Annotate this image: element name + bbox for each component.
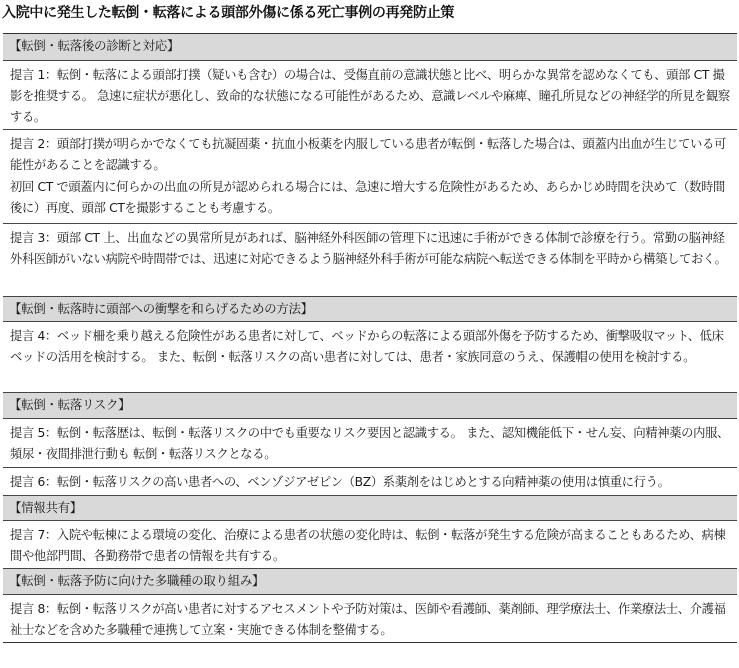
recommendation-text: 提言 8：転倒・転落リスクが高い患者に対するアセスメントや予防対策は、医師や看護師、薬剤師、理学療法士、作業療法士、介護福祉士などを含めた多職種で連携して立案・実施できる体制を整備する。 bbox=[10, 602, 726, 637]
recommendation-3 bbox=[3, 223, 737, 296]
recommendation-8 bbox=[3, 594, 737, 642]
recommendation-text: 提言 4：ベッド柵を乗り越える危険性がある患者に対して、ベッドからの転落による頭部外傷を予防するため、衝撃吸収マット、低床ベッドの活用を検討する。 また、転倒・転落リスクの高い患者に対しては、患者・家族同意のうえ、保護帽の使用を検討する。 bbox=[10, 329, 724, 364]
section-header-fall-risk: 【転倒・転落リスク】 bbox=[3, 392, 737, 418]
recommendation-text-2: 初回 CT で頭蓋内に何らかの出血の所見が認められる場合には、急速に増大する危険性があるため、あらかじめ時間を決めて（数時間後に）再度、頭部 CTを撮影することも考慮する。 bbox=[10, 180, 725, 215]
recommendation-text: 提言 7：入院や転棟による環境の変化、治療による患者の状態の変化時は、転倒・転落が発生する危険が高まることもあるため、病棟間や他部門間、各勤務帯で患者の情報を共有する。 bbox=[10, 528, 726, 563]
recommendation-text: 提言 3：頭部 CT 上、出血などの異常所見があれば、脳神経外科医師の管理下に迅速に手術ができる体制で診療を行う。常勤の脳神経外科医師がいない病院や時間帯では、迅速に対応できるよう脳神経外科手術が可能な病院へ転送できる体制を平時から構築しておく。 bbox=[10, 231, 727, 266]
recommendation-text: 提言 1：転倒・転落による頭部打撲（疑いも含む）の場合は、受傷直前の意識状態と比べ、明らかな異常を認めなくても、頭部 CT 撮影を推奨する。 急速に症状が悪化し、致命的な状態になる可能性があるため、意識レベルや麻痺、瞳孔所見などの神経学的所見を観察する。 bbox=[10, 68, 730, 124]
recommendations-table bbox=[3, 33, 737, 643]
recommendation-1 bbox=[3, 60, 737, 129]
section-header-impact-reduction: 【転倒・転落時に頭部への衝撃を和らげるための方法】 bbox=[3, 296, 737, 321]
section-header-multidisciplinary: 【転倒・転落予防に向けた多職種の取り組み】 bbox=[3, 568, 737, 594]
recommendation-text: 提言 5：転倒・転落歴は、転倒・転落リスクの中でも重要なリスク要因と認識する。 また、認知機能低下・せん妄、向精神薬の内服、頻尿・夜間排泄行動も 転倒・転落リスクとなる。 bbox=[10, 426, 729, 461]
section-header-information-sharing: 【情報共有】 bbox=[3, 495, 737, 520]
page-title: 入院中に発生した転倒・転落による頭部外傷に係る死亡事例の再発防止策 bbox=[2, 5, 455, 21]
recommendation-text: 提言 6：転倒・転落リスクの高い患者への、ベンゾジアゼピン（BZ）系薬剤をはじめとする向精神薬の使用は慎重に行う。 bbox=[10, 475, 670, 489]
recommendation-6 bbox=[3, 467, 737, 495]
recommendation-2 bbox=[3, 129, 737, 223]
recommendation-7 bbox=[3, 520, 737, 568]
section-header-diagnosis: 【転倒・転落後の診断と対応】 bbox=[3, 34, 737, 60]
recommendation-text: 提言 2：頭部打撲が明らかでなくても抗凝固薬・抗血小板薬を内服している患者が転倒・転落した場合は、頭蓋内出血が生じている可能性があることを認識する。 bbox=[10, 137, 726, 172]
recommendation-4 bbox=[3, 321, 737, 392]
recommendation-5 bbox=[3, 418, 737, 467]
